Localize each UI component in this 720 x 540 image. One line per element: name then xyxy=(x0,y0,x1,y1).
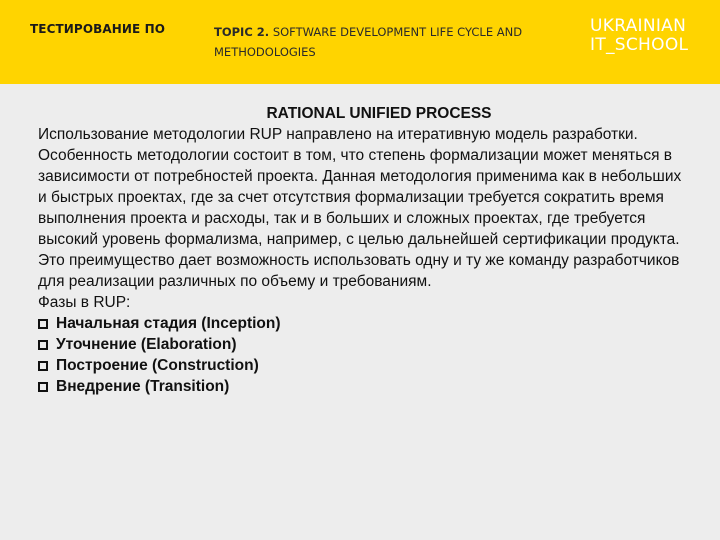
header-bar xyxy=(0,0,720,84)
course-title: ТЕСТИРОВАНИЕ ПО xyxy=(30,22,166,36)
phase-item xyxy=(38,376,688,397)
phase-label: Построение (Construction) xyxy=(56,357,259,374)
phase-label: Уточнение (Elaboration) xyxy=(56,336,237,353)
topic-title xyxy=(214,22,544,62)
checkbox-bullet-icon xyxy=(38,340,48,350)
topic-text: SOFTWARE DEVELOPMENT LIFE CYCLE AND METHODOLOGIES xyxy=(214,25,523,59)
school-logo xyxy=(590,17,688,55)
phase-item xyxy=(38,334,688,355)
phase-label: Начальная стадия (Inception) xyxy=(56,315,281,332)
section-title: RATIONAL UNIFIED PROCESS xyxy=(266,105,492,122)
checkbox-bullet-icon xyxy=(38,319,48,329)
phase-label: Внедрение (Transition) xyxy=(56,378,230,395)
checkbox-bullet-icon xyxy=(38,382,48,392)
phase-item xyxy=(38,355,688,376)
checkbox-bullet-icon xyxy=(38,361,48,371)
phase-list xyxy=(38,313,688,397)
phase-item xyxy=(38,313,688,334)
logo-line-1: UKRAINIAN xyxy=(590,16,687,36)
logo-line-2: IT_SCHOOL xyxy=(590,35,689,55)
phases-heading: Фазы в RUP: xyxy=(38,294,131,311)
topic-label: TOPIC 2. xyxy=(214,25,270,39)
slide-content xyxy=(38,103,688,397)
description-paragraph: Использование методологии RUP направлено на итеративную модель разработки. Особенность методологии состоит в том, что степень формализации может меняться в зависимости от потребностей проекта. Данная методология применима как в небольших и быстрых проектах, где за счет отсутствия формализации требуется сократить время выполнения проекта и расходы, так и в больших и сложных проектах, где требуется высокий уровень формализма, например, с целью дальнейшей сертификации продукта. Это преимущество дает возможность использовать одну и ту же команду разработчиков для реализации различных по объему и требованиям. xyxy=(38,126,682,290)
